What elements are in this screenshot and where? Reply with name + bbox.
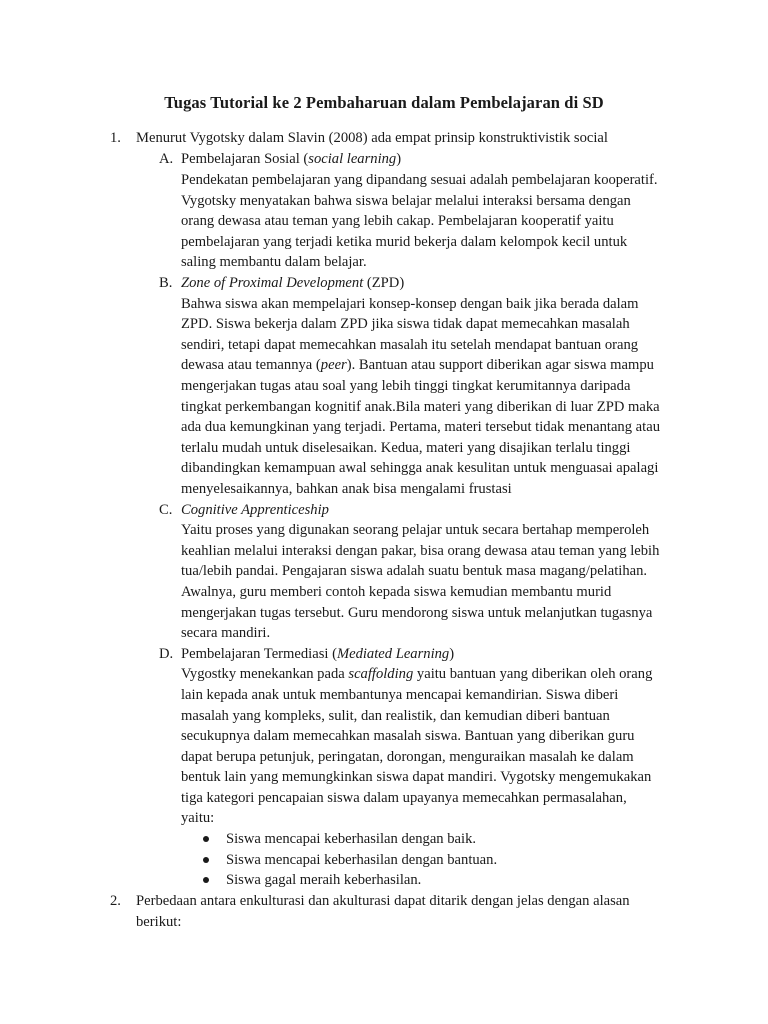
sub-d-line1-pre: Vygostky menekankan pada	[181, 666, 349, 682]
item-2-line: berikut:	[136, 914, 182, 930]
bullet-item: Siswa mencapai keberhasilan dengan bantuan.	[226, 852, 498, 868]
sub-b-line: terlalu mudah untuk diselesaikan. Kedua, materi yang disajikan terlalu tinggi	[181, 440, 631, 456]
sub-a-line: Vygotsky menyatakan bahwa siswa belajar melalui interaksi bersama dengan	[181, 193, 631, 209]
sub-a-heading	[181, 149, 401, 169]
sub-b-line4-italic: peer	[320, 357, 347, 373]
sub-b-heading-italic: Zone of Proximal Development	[181, 275, 364, 291]
sub-marker-a: A.	[159, 151, 174, 167]
list-marker-1: 1.	[110, 130, 121, 146]
item-2-line: Perbedaan antara enkulturasi dan akulturasi dapat ditarik dengan jelas dengan alasan	[136, 893, 630, 909]
sub-c-line: Yaitu proses yang digunakan seorang pelajar untuk secara bertahap memperoleh	[181, 522, 650, 538]
sub-b-line-4	[181, 355, 654, 375]
bullet-item: Siswa mencapai keberhasilan dengan baik.	[226, 831, 477, 847]
sub-b-line: mengerjakan tugas atau soal yang lebih tinggi tingkat kerumitannya daripada	[181, 378, 631, 394]
sub-c-line: secara mandiri.	[181, 625, 271, 641]
sub-c-heading	[181, 500, 329, 520]
sub-d-line: dapat berupa petunjuk, peringatan, dorongan, menguraikan masalah ke dalam	[181, 749, 634, 765]
sub-b-heading-post: (ZPD)	[363, 275, 405, 291]
sub-a-line: saling membantu dalam belajar.	[181, 254, 367, 270]
list-marker-2: 2.	[110, 893, 121, 909]
sub-d-heading-pre: Pembelajaran Termediasi (	[181, 646, 337, 662]
sub-a-heading-post: )	[396, 151, 402, 167]
sub-b-line: ZPD. Siswa bekerja dalam ZPD jika siswa tidak dapat memecahkan masalah	[181, 316, 630, 332]
sub-a-line: orang dewasa atau teman yang lebih cakap. Pembelajaran kooperatif yaitu	[181, 213, 614, 229]
sub-b-line: tingkat perkembangan kognitif anak.Bila materi yang diberikan di luar ZPD maka	[181, 399, 660, 415]
sub-b-line: sendiri, tetapi dapat memecahkan masalah itu setelah mendapat bantuan orang	[181, 337, 639, 353]
sub-d-line: masalah yang kompleks, sulit, dan realistik, dan kemudian diberi bantuan	[181, 708, 610, 724]
sub-c-heading-italic: Cognitive Apprenticeship	[181, 502, 329, 518]
sub-marker-b: B.	[159, 275, 173, 291]
sub-b-line: dibandingkan kemampuan awal sehingga anak kesulitan untuk menguasai apalagi	[181, 460, 659, 476]
sub-d-line1-italic: scaffolding	[348, 666, 414, 682]
bullet-icon	[203, 857, 209, 863]
sub-marker-c: C.	[159, 502, 173, 518]
sub-d-heading-post: )	[449, 646, 455, 662]
sub-b-line4-post: ). Bantuan atau support diberikan agar siswa mampu	[346, 357, 654, 373]
sub-b-heading	[181, 273, 404, 293]
bullet-icon	[203, 877, 209, 883]
sub-c-line: tua/lebih pandai. Pengajaran siswa adalah suatu bentuk masa magang/pelatihan.	[181, 563, 648, 579]
sub-d-line: tiga kategori pencapaian siswa dalam upayanya memecahkan permasalahan,	[181, 790, 627, 806]
sub-marker-d: D.	[159, 646, 174, 662]
bullet-item: Siswa gagal meraih keberhasilan.	[226, 872, 422, 888]
sub-d-line: yaitu:	[181, 810, 215, 826]
bullet-icon	[203, 836, 209, 842]
sub-a-line: Pendekatan pembelajaran yang dipandang sesuai adalah pembelajaran kooperatif.	[181, 172, 658, 188]
sub-b-line: Bahwa siswa akan mempelajari konsep-konsep dengan baik jika berada dalam	[181, 296, 639, 312]
sub-a-heading-pre: Pembelajaran Sosial (	[181, 151, 309, 167]
sub-b-line4-pre: dewasa atau temannya (	[181, 357, 321, 373]
sub-a-heading-italic: social learning	[308, 151, 397, 167]
sub-d-line1-post: yaitu bantuan yang diberikan oleh orang	[413, 666, 653, 682]
item-1-text: Menurut Vygotsky dalam Slavin (2008) ada empat prinsip konstruktivistik social	[136, 130, 608, 146]
sub-d-line: secukupnya dalam memecahkan masalah siswa. Bantuan yang diberikan guru	[181, 728, 635, 744]
sub-d-line: bentuk lain yang memungkinkan siswa dapat mandiri. Vygotsky mengemukakan	[181, 769, 652, 785]
sub-a-line: pembelajaran yang terjadi ketika murid bekerja dalam kelompok kecil untuk	[181, 234, 628, 250]
sub-c-line: Awalnya, guru memberi contoh kepada siswa kemudian membantu murid	[181, 584, 612, 600]
sub-b-line: menyelesaikannya, bahkan anak bisa mengalami frustasi	[181, 481, 512, 497]
sub-d-line: lain kepada anak untuk membantunya mencapai kemandirian. Siswa diberi	[181, 687, 619, 703]
sub-d-heading	[181, 644, 454, 664]
sub-b-line: ada dua kemungkinan yang terjadi. Pertama, materi tersebut tidak menantang atau	[181, 419, 660, 435]
sub-d-line-1	[181, 664, 652, 684]
document-title: Tugas Tutorial ke 2 Pembaharuan dalam Pembelajaran di SD	[164, 93, 604, 112]
sub-c-line: keahlian melalui interaksi dengan pakar, bisa orang dewasa atau teman yang lebih	[181, 543, 660, 559]
sub-d-heading-italic: Mediated Learning	[336, 646, 450, 662]
sub-c-line: mengerjakan tugas tersebut. Guru mendorong siswa untuk melanjutkan tugasnya	[181, 605, 653, 621]
